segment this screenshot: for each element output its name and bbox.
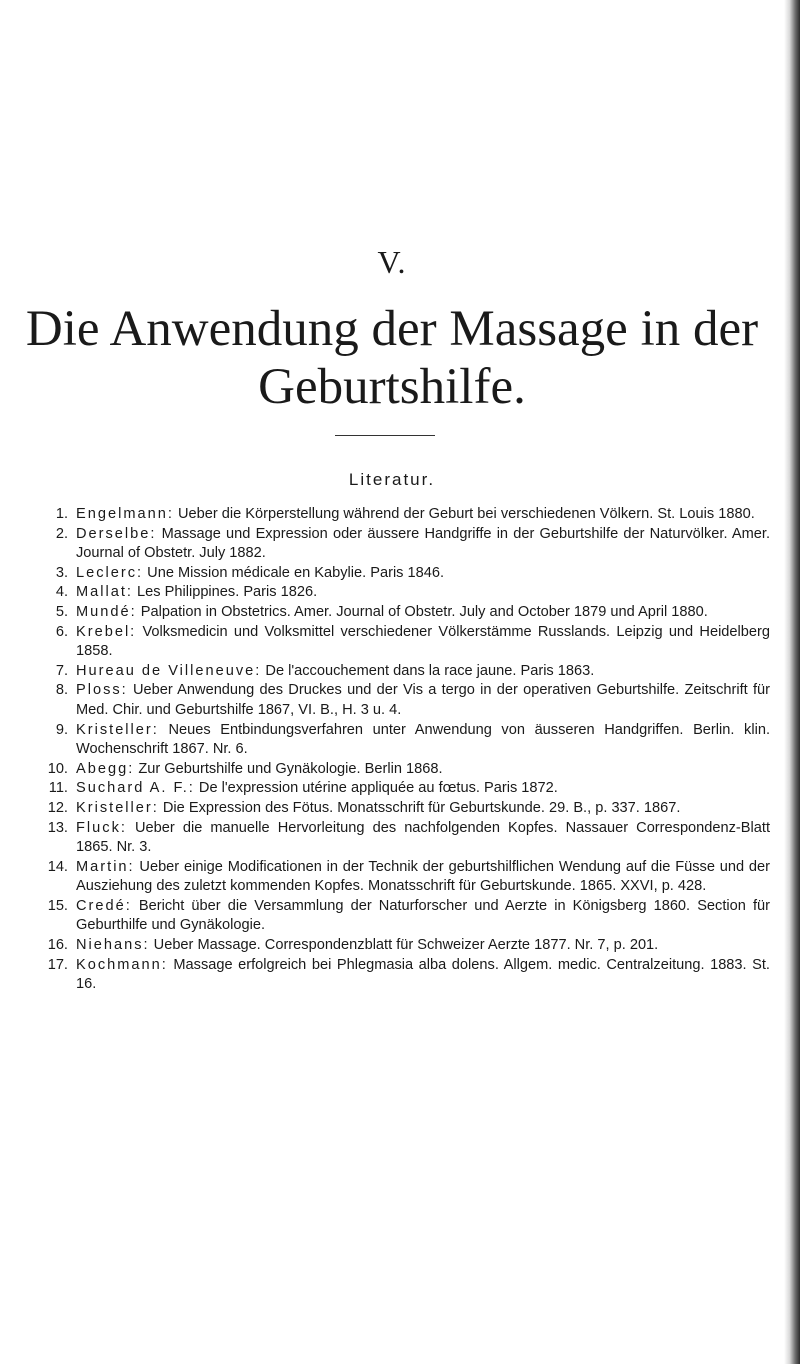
reference-number: 4. (55, 584, 68, 601)
reference-number: 16. (47, 937, 68, 954)
reference-text: Massage und Expression oder äussere Handgriffe in der Geburtshilfe der Naturvölker. Amer. Journal of Obstetr. July 1882. (76, 525, 770, 562)
reference-author: Fluck: (76, 819, 127, 836)
reference-number: 14. (47, 858, 68, 875)
reference-text: Les Philippines. Paris 1826. (132, 584, 318, 601)
reference-number: 10. (47, 760, 68, 777)
reference-number: 6. (55, 623, 68, 640)
reference-item (48, 564, 770, 584)
reference-text: Ueber Massage. Correspondenzblatt für Schweizer Aerzte 1877. Nr. 7, p. 201. (149, 937, 659, 954)
reference-number: 2. (55, 525, 68, 542)
reference-author: Abegg: (76, 760, 135, 777)
reference-author: Suchard A. F.: (76, 780, 195, 797)
reference-text: Zur Geburtshilfe und Gynäkologie. Berlin 1868. (134, 760, 443, 777)
reference-author: Mundé: (76, 603, 137, 620)
reference-text: Ueber einige Modificationen in der Technik der geburtshilflichen Wendung auf die Füsse und der Ausziehung des zuletzt kommenden Kopfes. Monatsschrift für Geburtskunde. 1865. XXVI, p. 428. (76, 858, 770, 895)
reference-number: 12. (47, 799, 68, 816)
reference-item (48, 936, 770, 956)
reference-item (48, 525, 770, 564)
reference-author: Leclerc: (76, 564, 144, 581)
reference-text: Bericht über die Versammlung der Naturforscher und Aerzte in Königsberg 1860. Section für Geburthilfe und Gynäkologie. (76, 897, 770, 934)
reference-item (48, 799, 770, 819)
reference-author: Mallat: (76, 584, 133, 601)
reference-item (48, 858, 770, 897)
reference-author: Engelmann: (76, 506, 174, 522)
reference-item (48, 681, 770, 720)
reference-text: Palpation in Obstetrics. Amer. Journal of Obstetr. July and October 1879 und April 1880. (136, 603, 708, 620)
reference-number: 5. (55, 603, 68, 620)
reference-number: 3. (55, 564, 68, 581)
reference-item (48, 721, 770, 760)
reference-author: Credé: (76, 897, 132, 914)
reference-item (48, 760, 770, 780)
reference-text: De l'expression utérine appliquée au fœtus. Paris 1872. (194, 780, 558, 797)
reference-text: Massage erfolgreich bei Phlegmasia alba dolens. Allgem. medic. Centralzeitung. 1883. St. 16. (76, 956, 770, 993)
reference-item (48, 505, 770, 525)
reference-number: 8. (55, 682, 68, 699)
chapter-number: V. (377, 244, 407, 280)
chapter-title (0, 300, 784, 416)
reference-author: Krebel: (76, 623, 137, 640)
reference-item (48, 779, 770, 799)
reference-text: Die Expression des Fötus. Monatsschrift für Geburtskunde. 29. B., p. 337. 1867. (158, 799, 681, 816)
reference-author: Niehans: (76, 937, 150, 954)
reference-item (48, 819, 770, 858)
reference-author: Martin: (76, 858, 135, 875)
reference-number: 13. (47, 819, 68, 836)
reference-author: Derselbe: (76, 525, 157, 542)
reference-text: Une Mission médicale en Kabylie. Paris 1846. (143, 564, 445, 581)
reference-number: 17. (47, 956, 68, 973)
chapter-title-line-1: Die Anwendung der Massage in der (25, 301, 759, 357)
reference-item (48, 623, 770, 662)
reference-number: 11. (48, 780, 68, 797)
reference-item (48, 662, 770, 682)
reference-text: Ueber Anwendung des Druckes und der Vis a tergo in der operativen Geburtshilfe. Zeitschrift für Med. Chir. und Geburtshilfe 1867, VI. B., H. 3 u. 4. (76, 682, 770, 718)
reference-item (48, 583, 770, 603)
reference-text: Ueber die manuelle Hervorleitung des nachfolgenden Kopfes. Nassauer Correspondenz-Blatt 1865. Nr. 3. (76, 819, 770, 856)
reference-number: 9. (55, 721, 68, 738)
reference-item (48, 897, 770, 936)
reference-author: Ploss: (76, 682, 128, 699)
reference-list (48, 505, 770, 995)
reference-text: Ueber die Körperstellung während der Geburt bei verschiedenen Völkern. St. Louis 1880. (173, 506, 755, 522)
reference-number: 15. (47, 897, 68, 914)
title-divider (335, 435, 435, 436)
chapter-title-line-2: Geburtshilfe. (258, 359, 526, 415)
reference-text: Volksmedicin und Volksmittel verschiedener Völkerstämme Russlands. Leipzig und Heidelberg 1858. (76, 623, 770, 660)
reference-author: Kochmann: (76, 956, 168, 973)
reference-number: 7. (55, 662, 68, 679)
reference-item (48, 603, 770, 623)
reference-text: De l'accouchement dans la race jaune. Paris 1863. (261, 662, 595, 679)
reference-item (48, 956, 770, 995)
reference-text: Neues Entbindungsverfahren unter Anwendung von äusseren Handgriffen. Berlin. klin. Wochenschrift 1867. Nr. 6. (76, 721, 770, 758)
reference-author: Kristeller: (76, 721, 159, 738)
reference-author: Kristeller: (76, 799, 159, 816)
page-binding-edge (784, 0, 800, 1364)
reference-number: 1. (55, 506, 68, 522)
reference-author: Hureau de Villeneuve: (76, 662, 262, 679)
section-heading: Literatur. (348, 470, 436, 489)
